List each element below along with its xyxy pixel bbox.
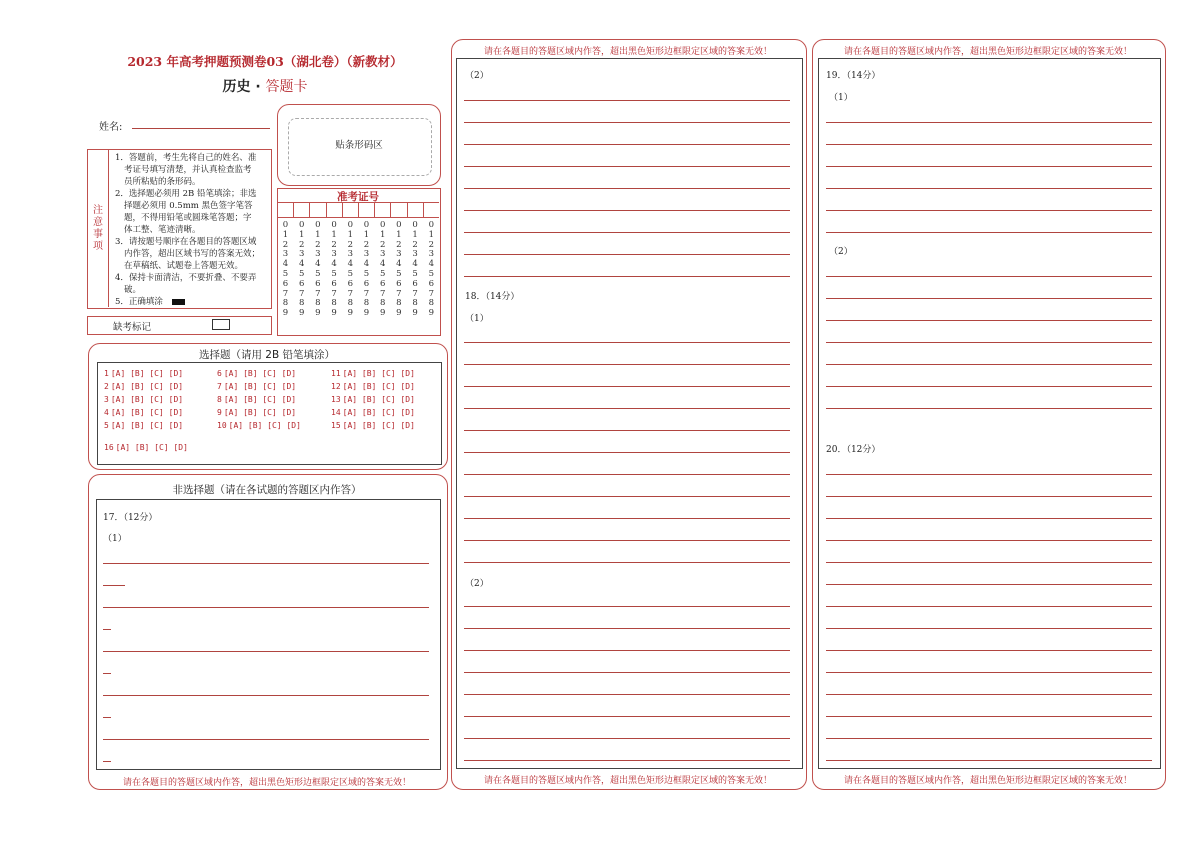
- exam-id-digit[interactable]: 3: [298, 249, 305, 260]
- exam-id-digit[interactable]: 8: [347, 298, 353, 309]
- notes-title-char: 项: [93, 241, 103, 252]
- q17-part1-label: （1）: [103, 534, 127, 544]
- answer-line[interactable]: [464, 694, 790, 695]
- answer-line[interactable]: [464, 474, 790, 475]
- answer-line[interactable]: [826, 386, 1152, 387]
- exam-id-column-divider: [309, 202, 310, 217]
- exam-id-digit-column[interactable]: [294, 221, 309, 319]
- answer-line[interactable]: [826, 210, 1152, 211]
- exam-id-digit[interactable]: 2: [282, 239, 289, 250]
- exam-id-digit[interactable]: 6: [396, 278, 402, 289]
- mc-question[interactable]: [331, 408, 415, 417]
- exam-id-digit[interactable]: 3: [379, 249, 386, 260]
- exam-id-digit[interactable]: 8: [282, 298, 289, 309]
- exam-id-digit[interactable]: 7: [331, 288, 337, 299]
- answer-line[interactable]: [826, 408, 1152, 409]
- exam-id-digit[interactable]: 9: [315, 308, 321, 319]
- answer-line[interactable]: [826, 320, 1152, 321]
- exam-id-digit[interactable]: 0: [412, 220, 418, 230]
- q18-part2-label: （2）: [465, 579, 489, 589]
- answer-line[interactable]: [826, 562, 1152, 563]
- notes-line: [115, 296, 270, 308]
- mc-question[interactable]: [217, 395, 296, 404]
- mc-options[interactable]: [A] [B] [C] [D]: [110, 382, 184, 391]
- notes-title-char: 事: [93, 229, 103, 240]
- filled-mark-icon: [172, 299, 185, 305]
- mc-options[interactable]: [A] [B] [C] [D]: [342, 369, 415, 378]
- q18-label: 18．（14分）: [465, 292, 520, 302]
- answer-line-stub[interactable]: [103, 761, 111, 762]
- mc-question[interactable]: [104, 443, 188, 452]
- mc-options[interactable]: [A] [B] [C] [D]: [223, 408, 297, 417]
- mc-question-number: 10: [217, 421, 227, 430]
- exam-id-digit[interactable]: 2: [331, 239, 337, 250]
- mc-question-number: 2: [104, 382, 109, 391]
- non-mc-title: 非选择题（请在各试题的答题区内作答）: [172, 484, 362, 496]
- exam-id-column-divider: [407, 202, 408, 217]
- card-subtitle: [100, 76, 430, 96]
- answer-line[interactable]: [464, 628, 790, 629]
- mc-question-number: 5: [104, 421, 109, 430]
- notes-line: 在草稿纸、试题卷上答题无效。: [124, 261, 244, 271]
- right-answer-box: [818, 58, 1161, 769]
- exam-id-digit[interactable]: 6: [298, 278, 305, 289]
- exam-id-digit[interactable]: 0: [298, 220, 305, 230]
- notes-title: [90, 205, 106, 253]
- exam-id-digit[interactable]: 6: [412, 278, 418, 289]
- exam-id-digit[interactable]: 0: [347, 220, 353, 230]
- exam-id-digit[interactable]: 8: [315, 298, 321, 309]
- answer-line[interactable]: [826, 716, 1152, 717]
- exam-id-digit[interactable]: 0: [315, 220, 321, 230]
- absent-checkbox[interactable]: [212, 319, 230, 330]
- warning-middle-bottom: 请在各题目的答题区域内作答，超出黑色矩形边框限定区域的答案无效！: [483, 776, 772, 786]
- exam-id-digit[interactable]: 3: [282, 249, 289, 260]
- exam-id-digit[interactable]: 4: [428, 259, 434, 270]
- answer-line-stub[interactable]: [103, 585, 125, 586]
- answer-line[interactable]: [464, 518, 790, 519]
- exam-id-digit[interactable]: 1: [298, 229, 305, 240]
- answer-line[interactable]: [103, 607, 429, 608]
- exam-id-digit[interactable]: 7: [298, 288, 305, 299]
- notes-line: 1．答题前，考生先将自己的姓名、准: [115, 153, 257, 163]
- exam-id-digit[interactable]: 4: [363, 259, 370, 270]
- notes-title-char: 意: [93, 217, 103, 228]
- subject-label: 历史: [222, 79, 251, 95]
- exam-id-digit[interactable]: 4: [379, 259, 386, 270]
- exam-id-digit[interactable]: 8: [428, 298, 434, 309]
- exam-id-digit[interactable]: 8: [379, 298, 386, 309]
- answer-line[interactable]: [464, 210, 790, 211]
- answer-line[interactable]: [464, 276, 790, 277]
- answer-line[interactable]: [464, 364, 790, 365]
- exam-id-digit[interactable]: 1: [412, 229, 418, 240]
- answer-line-stub[interactable]: [103, 629, 111, 630]
- exam-id-digit[interactable]: 1: [428, 229, 434, 240]
- answer-line-stub[interactable]: [103, 673, 111, 674]
- exam-id-digit[interactable]: 0: [379, 220, 386, 230]
- name-field[interactable]: [132, 128, 270, 129]
- exam-id-digit[interactable]: 3: [347, 249, 353, 260]
- answer-line[interactable]: [464, 122, 790, 123]
- exam-id-digit[interactable]: 8: [298, 298, 305, 309]
- exam-id-digit[interactable]: 0: [363, 220, 370, 230]
- exam-id-column-divider: [358, 202, 359, 217]
- answer-line[interactable]: [103, 739, 429, 740]
- middle-answer-box: [456, 58, 803, 769]
- exam-id-digit[interactable]: 6: [282, 278, 289, 289]
- mc-question[interactable]: [217, 369, 296, 378]
- q20-label: 20．（12分）: [826, 445, 881, 455]
- answer-line[interactable]: [464, 100, 790, 101]
- q18-part1-label: （1）: [465, 314, 489, 324]
- exam-id-digit[interactable]: 6: [347, 278, 353, 289]
- subtitle-dot: ·: [255, 79, 261, 95]
- exam-id-digit[interactable]: 4: [412, 259, 418, 270]
- answer-line[interactable]: [826, 496, 1152, 497]
- q17-answer-box: [96, 499, 441, 770]
- exam-id-label: 准考证号: [337, 191, 379, 203]
- barcode-label: 贴条形码区: [335, 140, 383, 151]
- exam-id-digit-column[interactable]: [359, 221, 374, 319]
- exam-id-digit[interactable]: 9: [298, 308, 305, 319]
- q19-label: 19．（14分）: [826, 71, 881, 81]
- exam-id-digit[interactable]: 5: [347, 268, 353, 279]
- answer-line[interactable]: [464, 452, 790, 453]
- exam-id-digit[interactable]: 3: [412, 249, 418, 260]
- answer-line[interactable]: [464, 254, 790, 255]
- exam-id-digit[interactable]: 7: [315, 288, 321, 299]
- answer-line[interactable]: [464, 232, 790, 233]
- mc-options[interactable]: [A] [B] [C] [D]: [223, 395, 297, 404]
- exam-id-digit[interactable]: 1: [396, 229, 402, 240]
- exam-id-digit[interactable]: 5: [412, 268, 418, 279]
- mc-question[interactable]: [104, 382, 183, 391]
- notes-line: 员所粘贴的条形码。: [124, 177, 201, 187]
- answer-line[interactable]: [464, 650, 790, 651]
- exam-id-digit[interactable]: 4: [331, 259, 337, 270]
- mc-question-number: 9: [217, 408, 222, 417]
- exam-id-digit[interactable]: 1: [331, 229, 337, 240]
- notes-list: [115, 152, 270, 308]
- exam-id-digit[interactable]: 4: [298, 259, 305, 270]
- notes-line: 体工整、笔迹清晰。: [124, 225, 201, 235]
- mc-options[interactable]: [A] [B] [C] [D]: [228, 421, 301, 430]
- answer-line[interactable]: [826, 166, 1152, 167]
- exam-id-column-divider: [326, 202, 327, 217]
- exam-id-digit[interactable]: 9: [412, 308, 418, 319]
- answer-line[interactable]: [464, 738, 790, 739]
- exam-id-digit[interactable]: 6: [428, 278, 434, 289]
- answer-line[interactable]: [826, 144, 1152, 145]
- answer-line[interactable]: [464, 606, 790, 607]
- answer-line[interactable]: [464, 540, 790, 541]
- notes-line: 择题必须用 0.5mm 黑色签字笔答: [124, 201, 253, 211]
- mc-question[interactable]: [331, 421, 415, 430]
- answer-line[interactable]: [464, 430, 790, 431]
- exam-id-digit[interactable]: 5: [298, 268, 305, 279]
- exam-id-digit[interactable]: 1: [347, 229, 353, 240]
- q19-part2-label: （2）: [829, 247, 853, 257]
- answer-line[interactable]: [464, 716, 790, 717]
- mc-question[interactable]: [331, 369, 415, 378]
- exam-id-digit-column[interactable]: [375, 221, 390, 319]
- answer-line[interactable]: [464, 672, 790, 673]
- exam-id-digit[interactable]: 7: [428, 288, 434, 299]
- answer-line[interactable]: [826, 122, 1152, 123]
- exam-title: 2023 年高考押题预测卷03（湖北卷）（新教材）: [127, 54, 403, 69]
- mc-question[interactable]: [217, 382, 296, 391]
- exam-id-column-divider: [293, 202, 294, 217]
- mc-options[interactable]: [A] [B] [C] [D]: [110, 421, 184, 430]
- mc-question-number: 8: [217, 395, 222, 404]
- notes-line: 3．请按题号顺序在各题目的答题区域: [115, 237, 257, 247]
- q19-part1-label: （1）: [829, 93, 853, 103]
- answer-line[interactable]: [826, 650, 1152, 651]
- answer-line[interactable]: [464, 144, 790, 145]
- exam-id-digit[interactable]: 7: [363, 288, 370, 299]
- notes-title-divider: [108, 149, 109, 307]
- notes-line: 考证号填写清楚，并认真检查监考: [124, 165, 252, 175]
- exam-id-digit[interactable]: 9: [331, 308, 337, 319]
- exam-id-digit[interactable]: 6: [315, 278, 321, 289]
- exam-id-digit[interactable]: 9: [379, 308, 386, 319]
- mc-question-number: 4: [104, 408, 109, 417]
- name-label: 姓名:: [99, 122, 123, 133]
- mc-options[interactable]: [A] [B] [C] [D]: [223, 369, 297, 378]
- answer-line[interactable]: [103, 563, 429, 564]
- mc-options[interactable]: [A] [B] [C] [D]: [342, 395, 415, 404]
- answer-line[interactable]: [103, 695, 429, 696]
- exam-id-digit[interactable]: 8: [412, 298, 418, 309]
- notes-line: 2．选择题必须用 2B 铅笔填涂；非选: [115, 189, 257, 199]
- exam-id-digit[interactable]: 1: [379, 229, 386, 240]
- mc-options[interactable]: [A] [B] [C] [D]: [223, 382, 297, 391]
- exam-id-digit[interactable]: 3: [428, 249, 434, 260]
- answer-line[interactable]: [826, 276, 1152, 277]
- exam-id-digit[interactable]: 9: [428, 308, 434, 319]
- exam-id-digit[interactable]: 4: [347, 259, 353, 270]
- exam-id-digit[interactable]: 2: [347, 239, 353, 250]
- answer-line[interactable]: [826, 584, 1152, 585]
- notes-line: 题，不得用铅笔或圆珠笔答题；字: [124, 213, 252, 223]
- exam-id-digit[interactable]: 4: [396, 259, 402, 270]
- exam-id-column-divider: [423, 202, 424, 217]
- exam-id-column-divider: [342, 202, 343, 217]
- exam-id-digit[interactable]: 7: [412, 288, 418, 299]
- exam-id-digit[interactable]: 9: [347, 308, 353, 319]
- mc-question[interactable]: [104, 408, 183, 417]
- answer-line[interactable]: [103, 651, 429, 652]
- mc-question-number: 14: [331, 408, 341, 417]
- exam-id-digit-column[interactable]: [310, 221, 325, 319]
- mc-question-number: 16: [104, 443, 114, 452]
- exam-id-digit[interactable]: 7: [347, 288, 353, 299]
- mc-options[interactable]: [A] [B] [C] [D]: [342, 421, 415, 430]
- exam-id-digit[interactable]: 3: [331, 249, 337, 260]
- exam-id-digit[interactable]: 8: [396, 298, 402, 309]
- exam-id-digit[interactable]: 5: [396, 268, 402, 279]
- notes-line: 破。: [124, 285, 142, 295]
- exam-id-input-divider: [277, 217, 439, 218]
- mc-options[interactable]: [A] [B] [C] [D]: [110, 408, 184, 417]
- mc-question[interactable]: [217, 408, 296, 417]
- mc-question-number: 3: [104, 395, 109, 404]
- exam-id-digit[interactable]: 6: [363, 278, 370, 289]
- exam-id-digit[interactable]: 2: [298, 239, 305, 250]
- mc-question[interactable]: [331, 382, 415, 391]
- exam-id-digit[interactable]: 5: [379, 268, 386, 279]
- mc-question-number: 7: [217, 382, 222, 391]
- answer-line[interactable]: [464, 408, 790, 409]
- exam-id-digit-column[interactable]: [391, 221, 406, 319]
- mc-options[interactable]: [A] [B] [C] [D]: [342, 408, 415, 417]
- answer-line[interactable]: [464, 166, 790, 167]
- mc-options[interactable]: [A] [B] [C] [D]: [110, 395, 184, 404]
- answer-line[interactable]: [826, 628, 1152, 629]
- mc-question[interactable]: [104, 369, 183, 378]
- exam-id-digit[interactable]: 3: [315, 249, 321, 260]
- mc-options[interactable]: [A] [B] [C] [D]: [342, 382, 415, 391]
- exam-id-digit[interactable]: 5: [331, 268, 337, 279]
- answer-line[interactable]: [826, 760, 1152, 761]
- exam-id-digit[interactable]: 5: [282, 268, 289, 279]
- mc-question[interactable]: [331, 395, 415, 404]
- q17-part2-label: （2）: [465, 71, 489, 81]
- mc-question-number: 12: [331, 382, 341, 391]
- exam-id-digit[interactable]: 7: [282, 288, 289, 299]
- answer-line[interactable]: [826, 518, 1152, 519]
- exam-id-digit-column[interactable]: [424, 221, 439, 319]
- absent-label: 缺考标记: [113, 322, 152, 333]
- answer-line-stub[interactable]: [103, 717, 111, 718]
- warning-right-bottom: 请在各题目的答题区域内作答，超出黑色矩形边框限定区域的答案无效！: [843, 776, 1132, 786]
- exam-id-digit[interactable]: 8: [331, 298, 337, 309]
- answer-line[interactable]: [826, 606, 1152, 607]
- exam-id-digit[interactable]: 0: [428, 220, 434, 230]
- warning-middle-top: 请在各题目的答题区域内作答，超出黑色矩形边框限定区域的答案无效！: [483, 47, 772, 57]
- answer-line[interactable]: [826, 364, 1152, 365]
- exam-id-digit[interactable]: 7: [396, 288, 402, 299]
- exam-id-digit-column[interactable]: [278, 221, 293, 319]
- exam-id-digit-column[interactable]: [408, 221, 423, 319]
- answer-line[interactable]: [464, 760, 790, 761]
- exam-id-digit[interactable]: 9: [282, 308, 289, 319]
- exam-id-digit[interactable]: 2: [428, 239, 434, 250]
- answer-line[interactable]: [826, 540, 1152, 541]
- exam-id-digit[interactable]: 5: [315, 268, 321, 279]
- mc-question[interactable]: [104, 421, 183, 430]
- mc-question-number: 13: [331, 395, 341, 404]
- exam-id-digit[interactable]: 6: [331, 278, 337, 289]
- exam-id-digit[interactable]: 2: [363, 239, 370, 250]
- mc-question-number: 1: [104, 369, 109, 378]
- notes-line: 内作答，超出区域书写的答案无效；: [124, 249, 261, 259]
- exam-id-column-divider: [374, 202, 375, 217]
- warning-left: 请在各题目的答题区域内作答，超出黑色矩形边框限定区域的答案无效！: [122, 778, 411, 788]
- answer-line[interactable]: [464, 188, 790, 189]
- answer-line[interactable]: [464, 496, 790, 497]
- exam-id-digit[interactable]: 8: [363, 298, 370, 309]
- answer-line[interactable]: [826, 738, 1152, 739]
- answer-line[interactable]: [826, 298, 1152, 299]
- mc-question-number: 6: [217, 369, 222, 378]
- answer-line[interactable]: [826, 672, 1152, 673]
- mc-title: 选择题（请用 2B 铅笔填涂）: [198, 349, 336, 361]
- answer-line[interactable]: [464, 562, 790, 563]
- answer-line[interactable]: [464, 342, 790, 343]
- exam-id-digit[interactable]: 0: [396, 220, 402, 230]
- exam-id-digit-column[interactable]: [343, 221, 358, 319]
- mc-question[interactable]: [217, 421, 301, 430]
- exam-id-digit[interactable]: 9: [363, 308, 370, 319]
- warning-right-top: 请在各题目的答题区域内作答，超出黑色矩形边框限定区域的答案无效！: [843, 47, 1132, 57]
- exam-id-digit[interactable]: 1: [315, 229, 321, 240]
- exam-id-digit[interactable]: 2: [396, 239, 402, 250]
- exam-id-digit[interactable]: 9: [396, 308, 402, 319]
- notes-line: 4．保持卡面清洁，不要折叠、不要弄: [115, 273, 257, 283]
- mc-question-number: 15: [331, 421, 341, 430]
- exam-id-digit[interactable]: 1: [363, 229, 370, 240]
- exam-id-digit[interactable]: 4: [315, 259, 321, 270]
- answer-line[interactable]: [826, 342, 1152, 343]
- exam-id-digit[interactable]: 0: [331, 220, 337, 230]
- exam-id-digit[interactable]: 4: [282, 259, 289, 270]
- exam-id-digit[interactable]: 7: [379, 288, 386, 299]
- exam-id-digit-column[interactable]: [327, 221, 342, 319]
- exam-id-digit[interactable]: 3: [396, 249, 402, 260]
- exam-id-digit[interactable]: 3: [363, 249, 370, 260]
- mc-question[interactable]: [104, 395, 183, 404]
- answer-line[interactable]: [826, 232, 1152, 233]
- exam-id-digit[interactable]: 6: [379, 278, 386, 289]
- answer-line[interactable]: [464, 386, 790, 387]
- exam-id-column-divider: [390, 202, 391, 217]
- answer-card-label: 答题卡: [265, 79, 308, 95]
- mc-question-number: 11: [331, 369, 341, 378]
- exam-id-digit[interactable]: 2: [412, 239, 418, 250]
- answer-line[interactable]: [826, 188, 1152, 189]
- answer-line[interactable]: [826, 474, 1152, 475]
- exam-id-digit[interactable]: 5: [428, 268, 434, 279]
- exam-id-digit[interactable]: 5: [363, 268, 370, 279]
- exam-id-digit[interactable]: 2: [315, 239, 321, 250]
- q17-label: 17．（12分）: [103, 513, 158, 523]
- answer-line[interactable]: [826, 694, 1152, 695]
- mc-options[interactable]: [A] [B] [C] [D]: [115, 443, 188, 452]
- exam-id-digit[interactable]: 2: [379, 239, 386, 250]
- notes-title-char: 注: [93, 205, 103, 216]
- correct-fill-label: 5．正确填涂: [115, 297, 163, 307]
- mc-options[interactable]: [A] [B] [C] [D]: [110, 369, 184, 378]
- exam-id-digit[interactable]: 1: [282, 229, 289, 240]
- exam-id-digit[interactable]: 0: [282, 220, 289, 230]
